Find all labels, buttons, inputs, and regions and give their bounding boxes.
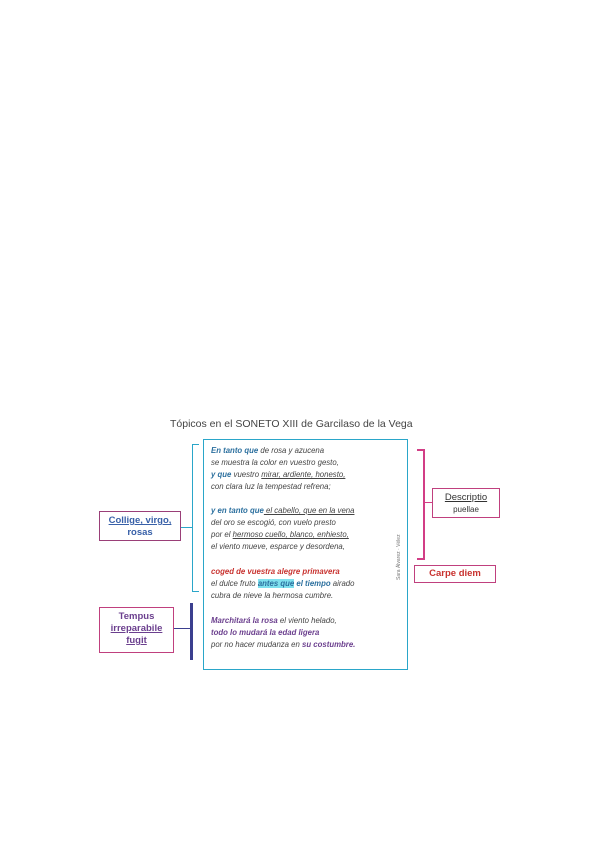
- keyword: Marchitará la rosa: [211, 616, 278, 625]
- keyword: y en tanto que: [211, 506, 264, 515]
- poem-line-10: [211, 579, 354, 589]
- poem-line-6: del oro se escogió, con vuelo presto: [211, 518, 336, 527]
- label-line: fugit: [126, 635, 147, 646]
- poem-line-12: [211, 616, 337, 626]
- verse-text: por el: [211, 530, 233, 539]
- label-line: rosas: [127, 527, 153, 538]
- verse-text: el dulce fruto: [211, 579, 258, 588]
- verse-text: vuestro: [231, 470, 262, 479]
- poem-line-5: [211, 506, 354, 516]
- poem-line-7: [211, 530, 349, 540]
- poem-line-2: se muestra la color en vuestro gesto,: [211, 458, 339, 467]
- label-line: Tempus: [118, 611, 155, 622]
- underlined-text: mirar, ardiente, honesto,: [261, 470, 346, 479]
- label-line: Collige, virgo,: [108, 515, 172, 526]
- underlined-text: hermoso cuello, blanco, enhiesto,: [232, 530, 349, 539]
- label-line: Descriptio: [444, 492, 488, 503]
- keyword: En tanto que: [211, 446, 259, 455]
- keyword: su costumbre.: [302, 640, 356, 649]
- author-signature: Sara Álvarez · Vélez: [396, 534, 402, 580]
- bracket-tick: [425, 502, 432, 503]
- keyword: y que: [211, 470, 232, 479]
- poem-line-4: con clara luz la tempestad refrena;: [211, 482, 331, 491]
- poem-line-8: el viento mueve, esparce y desordena,: [211, 542, 345, 551]
- verse-text: el viento helado,: [277, 616, 337, 625]
- label-line: irreparabile: [110, 623, 163, 634]
- poem-line-11: cubra de nieve la hermosa cumbre.: [211, 591, 334, 600]
- poem-line-13: todo lo mudará la edad ligera: [211, 628, 320, 637]
- poem-line-14: [211, 640, 355, 650]
- descriptio-label: [432, 488, 500, 518]
- poem-box: [203, 439, 408, 670]
- left-bracket-collige: [192, 444, 199, 592]
- bracket-tick: [181, 527, 192, 528]
- carpe-diem-label: Carpe diem: [414, 565, 496, 583]
- poem-line-3: [211, 470, 345, 480]
- verse-text: de rosa y azucena: [258, 446, 325, 455]
- keyword: el tiempo: [294, 579, 331, 588]
- label-line: puellae: [453, 505, 479, 514]
- highlighted-text: antes que: [257, 579, 295, 588]
- tempus-label: [99, 607, 174, 653]
- bracket-tick: [174, 628, 190, 629]
- collige-label: [99, 511, 181, 541]
- verse-text: por no hacer mudanza en: [211, 640, 303, 649]
- poem-line-9: coged de vuestra alegre primavera: [211, 567, 340, 576]
- poem-line-1: [211, 446, 324, 456]
- slide-title: Tópicos en el SONETO XIII de Garcilaso de la Vega: [170, 418, 413, 430]
- verse-text: airado: [330, 579, 355, 588]
- left-bracket-tempus: [190, 603, 193, 660]
- underlined-text: el cabello, que en la vena: [263, 506, 355, 515]
- right-bracket-descriptio: [417, 449, 425, 560]
